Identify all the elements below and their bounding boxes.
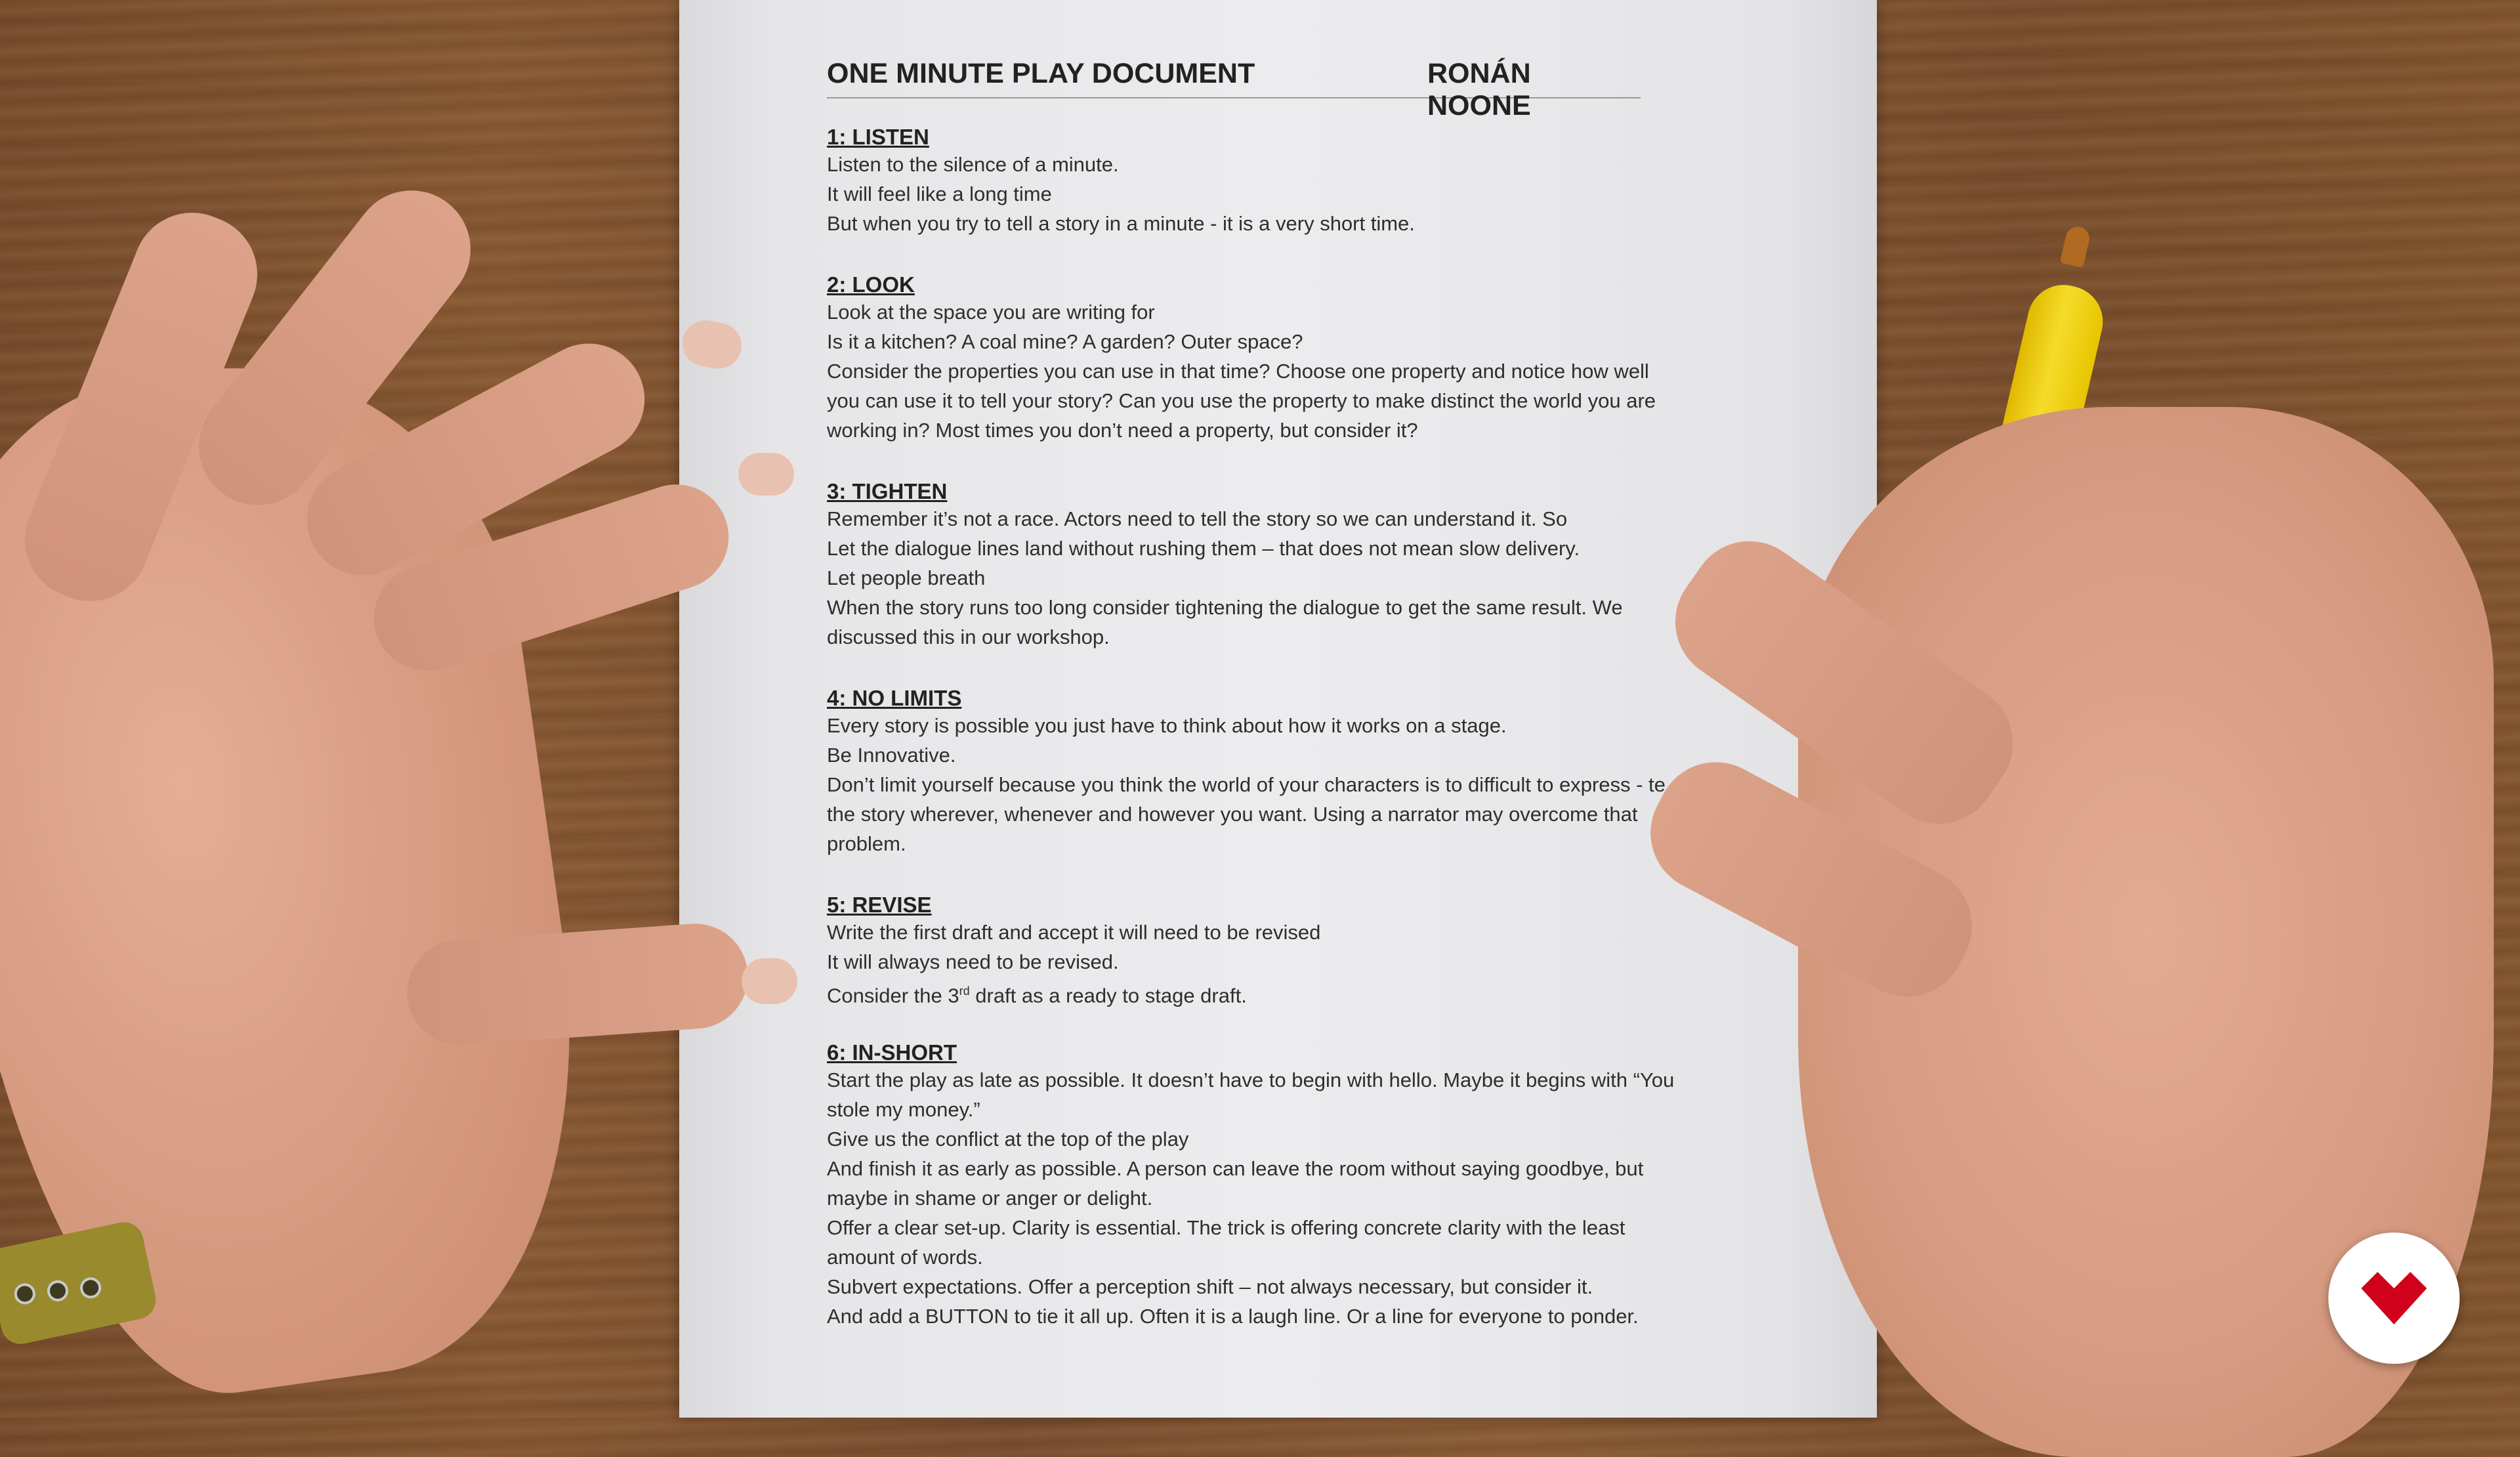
section-line: you can use it to tell your story? Can you use the property to make distinct the world you are — [827, 389, 1656, 412]
section-line: Give us the conflict at the top of the play — [827, 1128, 1189, 1151]
section-heading: 6: IN-SHORT — [827, 1040, 961, 1065]
document-author: RONÁN NOONE — [1427, 58, 1531, 121]
section-line: Every story is possible you just have to think about how it works on a stage. — [827, 714, 1507, 737]
section-heading: 2: LOOK — [827, 272, 919, 297]
section-line: discussed this in our workshop. — [827, 625, 1110, 648]
section-revise — [827, 893, 1785, 1010]
fingernail — [738, 453, 794, 496]
section-line: Be Innovative. — [827, 744, 956, 767]
section-line: Look at the space you are writing for — [827, 301, 1155, 324]
section-line: problem. — [827, 832, 906, 855]
document-header — [827, 58, 1641, 121]
strap-hole — [78, 1275, 103, 1300]
section-heading: 3: TIGHTEN — [827, 479, 951, 504]
section-look — [827, 272, 1785, 445]
section-line: Offer a clear set-up. Clarity is essential. The trick is offering concrete clarity with the least — [827, 1216, 1626, 1239]
section-line: Write the first draft and accept it will need to be revised — [827, 921, 1321, 944]
section-line-ordinal: Consider the 3rd draft as a ready to stage draft. — [827, 984, 1247, 1007]
section-heading: 4: NO LIMITS — [827, 686, 965, 711]
section-line: It will feel like a long time — [827, 182, 1052, 205]
section-in-short — [827, 1040, 1785, 1331]
channel-logo-badge[interactable] — [2328, 1233, 2460, 1364]
section-line: amount of words. — [827, 1246, 983, 1269]
section-tighten — [827, 479, 1785, 652]
section-line: stole my money.” — [827, 1098, 980, 1121]
section-line: When the story runs too long consider tightening the dialogue to get the same result. We — [827, 596, 1623, 619]
section-listen — [827, 125, 1785, 238]
section-line: Let the dialogue lines land without rushing them – that does not mean slow delivery. — [827, 537, 1580, 560]
section-line: working in? Most times you don’t need a property, but consider it? — [827, 419, 1418, 442]
section-line: Is it a kitchen? A coal mine? A garden? Outer space? — [827, 330, 1303, 353]
section-line: Don’t limit yourself because you think the world of your characters is to difficult to express - te — [827, 773, 1666, 796]
strap-hole — [12, 1281, 37, 1306]
document-title: ONE MINUTE PLAY DOCUMENT — [827, 58, 1255, 89]
section-line: It will always need to be revised. — [827, 950, 1119, 973]
fingernail — [742, 958, 797, 1004]
section-line: the story wherever, whenever and however you want. Using a narrator may overcome that — [827, 803, 1638, 826]
section-line: maybe in shame or anger or delight. — [827, 1187, 1153, 1210]
section-heading: 5: REVISE — [827, 893, 936, 918]
section-line: Consider the properties you can use in that time? Choose one property and notice how well — [827, 360, 1649, 383]
section-heading: 1: LISTEN — [827, 125, 933, 150]
section-line: Let people breath — [827, 566, 986, 589]
section-line: And finish it as early as possible. A person can leave the room without saying goodbye, but — [827, 1157, 1644, 1180]
section-line: Listen to the silence of a minute. — [827, 153, 1119, 176]
section-line: Subvert expectations. Offer a perception shift – not always necessary, but consider it. — [827, 1275, 1593, 1298]
section-no-limits — [827, 686, 1785, 858]
section-line: And add a BUTTON to tie it all up. Often it is a laugh line. Or a line for everyone to ponder. — [827, 1305, 1639, 1328]
domestika-logo-icon — [2361, 1269, 2427, 1328]
section-line: Remember it’s not a race. Actors need to tell the story so we can understand it. So — [827, 507, 1568, 530]
section-line: Start the play as late as possible. It doesn’t have to begin with hello. Maybe it begins with “You — [827, 1068, 1675, 1091]
section-line: But when you try to tell a story in a minute - it is a very short time. — [827, 212, 1415, 235]
strap-hole — [45, 1278, 70, 1303]
